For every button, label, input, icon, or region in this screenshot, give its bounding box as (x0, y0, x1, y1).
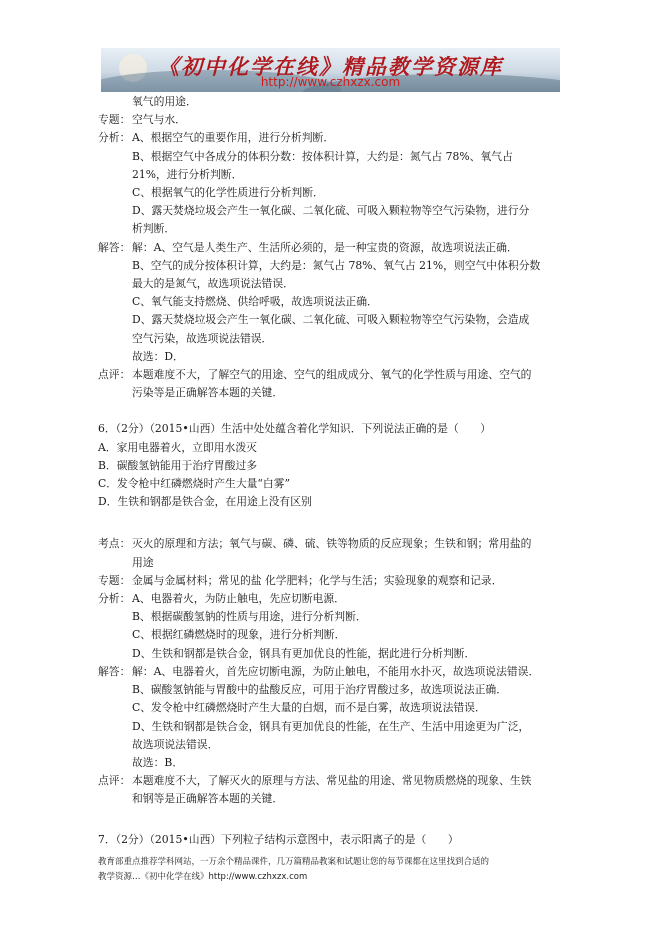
analysis-line: A、电器着火，为防止触电，先应切断电源． (132, 592, 345, 606)
q5-jieda-label: 解答： (98, 240, 131, 254)
banner-title: 《初中化学在线》精品教学资源库 (158, 54, 503, 79)
q5-answer: 故选：D． (132, 349, 184, 363)
q6-kaodian (98, 535, 568, 571)
q6-zhuanti-label: 专题： (98, 573, 131, 587)
q5-fenxi-label: 分析： (98, 131, 131, 145)
q6-stem: 6．（2分）（2015•山西）生活中处处蕴含着化学知识．下列说法正确的是（ ） (98, 422, 492, 436)
solution-line: D、露天焚烧垃圾会产生一氧化碳、二氧化硫、可吸入颗粒物等空气污染物，会造成 (132, 313, 530, 327)
comment-line: 本题难度不大，了解灭火的原理与方法、常见盐的用途、常见物质燃烧的现象、生铁 (132, 774, 532, 788)
solution-line: B、空气的成分按体积计算，大约是：氮气占 78%、氧气占 21%，则空气中体积分数 (132, 258, 541, 272)
analysis-line: D、露天焚烧垃圾会产生一氧化碳、二氧化硫、可吸入颗粒物等空气污染物，进行分 (132, 204, 530, 218)
comment-line: 本题难度不大，了解空气的用途、空气的组成成分、氧气的化学性质与用途、空气的 (132, 368, 532, 382)
analysis-line: B、根据碳酸氢钠的性质与用途，进行分析判断． (132, 610, 367, 624)
q6-jieda-label: 解答： (98, 664, 131, 678)
q5-fenxi (98, 129, 568, 238)
solution-line: B、碳酸氢钠能与胃酸中的盐酸反应，可用于治疗胃酸过多，故选项说法正确． (132, 683, 508, 697)
q5-dianping (98, 366, 568, 402)
q6-option: B．碳酸氢钠能用于治疗胃酸过多 (98, 458, 258, 472)
q5-zhuanti-text: 空气与水． (132, 113, 186, 127)
q5-dianping-label: 点评： (98, 368, 131, 382)
q7-stem: 7．（2分）（2015•山西）下列粒子结构示意图中，表示阳离子的是（ ） (98, 832, 459, 846)
comment-line: 和钢等是正确解答本题的关键． (132, 792, 284, 806)
analysis-line: C、根据氧气的化学性质进行分析判断． (132, 186, 324, 200)
solution-line: C、氧气能支持燃烧、供给呼吸，故选项说法正确． (132, 295, 378, 309)
solution-line: 空气污染，故选项说法错误． (132, 331, 273, 345)
q5-zhuanti (98, 111, 568, 129)
solution-line: 故选项说法错误． (132, 737, 219, 751)
analysis-line: C、根据红磷燃烧时的现象，进行分析判断． (132, 628, 346, 642)
header-banner (101, 48, 560, 92)
q5-kaodian-tail: 氧气的用途． (132, 95, 197, 108)
footer-line: 教育部重点推荐学科网站，一万余个精品课件，几万篇精品教案和试题让您的每节课都在这里找到合适的 (98, 857, 490, 867)
analysis-line: B、根据空气中各成分的体积分数：按体积计算，大约是：氮气占 78%、氧气占 (132, 149, 513, 163)
comment-line: 污染等是正确解答本题的关键． (132, 386, 284, 400)
banner-url-link[interactable]: http://www.czhxzx.com (260, 75, 401, 89)
analysis-line: 21%，进行分析判断． (132, 167, 243, 181)
q6-zhuanti (98, 572, 568, 590)
solution-line: 最大的是氮气，故选项说法错误． (132, 277, 294, 291)
analysis-line: A、根据空气的重要作用，进行分析判断． (132, 131, 335, 145)
kaodian-line: 用途 (132, 555, 154, 569)
q6-option: D．生铁和钢都是铁合金，在用途上没有区别 (98, 495, 312, 509)
q5-jieda (98, 239, 568, 366)
q6-jieda (98, 663, 568, 772)
solution-line: D、生铁和钢都是铁合金，钢具有更加优良的性能，在生产、生活中用途更为广泛， (132, 719, 530, 733)
q6-dianping (98, 772, 568, 808)
q6-option: A．家用电器着火，立即用水泼灭 (98, 440, 257, 454)
q6-dianping-label: 点评： (98, 774, 131, 788)
footer-line: 教学资源…《初中化学在线》http://www.czhxzx.com (98, 872, 308, 882)
analysis-line: 析判断． (132, 222, 176, 236)
document-body (98, 93, 568, 849)
solution-line: C、发令枪中红磷燃烧时产生大量的白烟，而不是白雾，故选项说法错误． (132, 701, 486, 715)
kaodian-line: 灭火的原理和方法；氧气与碳、磷、硫、铁等物质的反应现象；生铁和钢；常用盐的 (132, 537, 532, 551)
analysis-line: D、生铁和钢都是铁合金，钢具有更加优良的性能，据此进行分析判断． (132, 646, 476, 660)
q6-fenxi (98, 590, 568, 663)
q6-option: C．发令枪中红磷燃烧时产生大量“白雾” (98, 477, 291, 491)
q5-zhuanti-label: 专题： (98, 113, 131, 127)
q6-zhuanti-text: 金属与金属材料；常见的盐 化学肥料；化学与生活；实验现象的观察和记录． (132, 573, 503, 587)
q6-fenxi-label: 分析： (98, 592, 131, 606)
solution-line: 解：A、空气是人类生产、生活所必须的，是一种宝贵的资源，故选项说法正确． (132, 240, 518, 254)
page-footer (98, 855, 578, 885)
q6-answer: 故选：B． (132, 755, 184, 769)
solution-line: 解：A、电器着火，首先应切断电源，为防止触电，不能用水扑灭，故选项说法错误． (132, 664, 540, 678)
q6-kaodian-label: 考点： (98, 537, 131, 551)
